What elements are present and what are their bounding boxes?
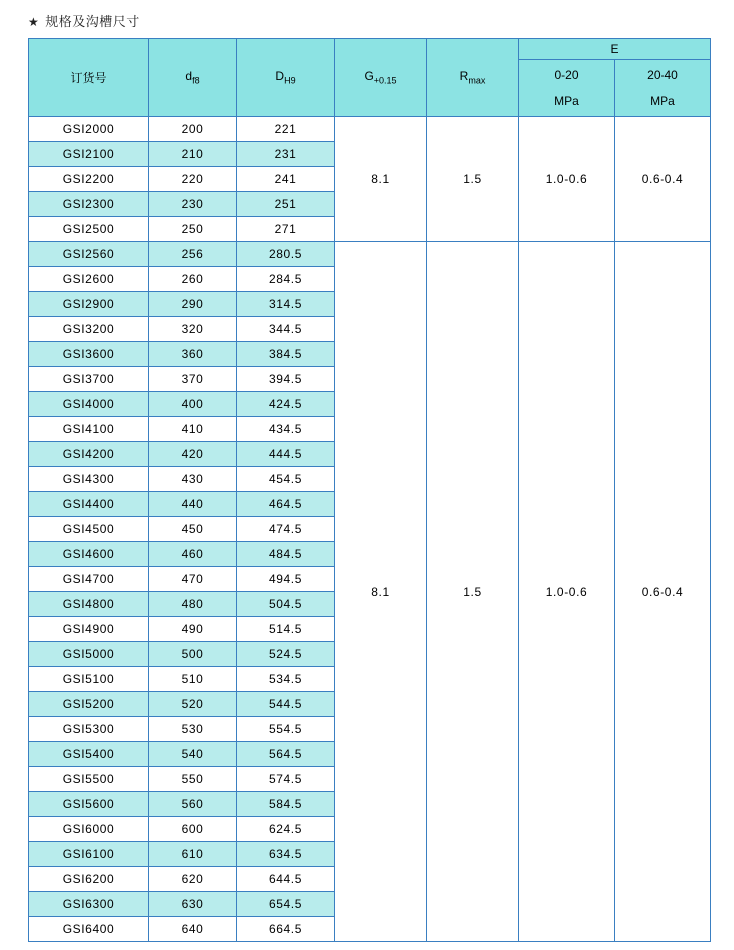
cell-D: 524.5 bbox=[237, 642, 335, 667]
cell-order-no: GSI2200 bbox=[29, 167, 149, 192]
cell-D: 394.5 bbox=[237, 367, 335, 392]
cell-d: 460 bbox=[149, 542, 237, 567]
cell-D: 454.5 bbox=[237, 467, 335, 492]
header-G-main: G bbox=[364, 69, 374, 84]
cell-order-no: GSI4400 bbox=[29, 492, 149, 517]
cell-order-no: GSI4200 bbox=[29, 442, 149, 467]
cell-e-range-2: 0.6-0.4 bbox=[615, 117, 711, 242]
cell-order-no: GSI5000 bbox=[29, 642, 149, 667]
cell-D: 280.5 bbox=[237, 242, 335, 267]
cell-order-no: GSI6400 bbox=[29, 917, 149, 942]
cell-D: 534.5 bbox=[237, 667, 335, 692]
header-E-range-1 bbox=[519, 60, 615, 117]
cell-order-no: GSI5600 bbox=[29, 792, 149, 817]
cell-D: 221 bbox=[237, 117, 335, 142]
star-icon: ★ bbox=[28, 15, 40, 29]
cell-order-no: GSI3200 bbox=[29, 317, 149, 342]
cell-order-no: GSI4100 bbox=[29, 417, 149, 442]
cell-rmax: 1.5 bbox=[427, 242, 519, 942]
cell-D: 231 bbox=[237, 142, 335, 167]
cell-d: 400 bbox=[149, 392, 237, 417]
cell-D: 474.5 bbox=[237, 517, 335, 542]
cell-d: 560 bbox=[149, 792, 237, 817]
cell-D: 434.5 bbox=[237, 417, 335, 442]
cell-d: 610 bbox=[149, 842, 237, 867]
cell-d: 200 bbox=[149, 117, 237, 142]
cell-D: 664.5 bbox=[237, 917, 335, 942]
cell-d: 640 bbox=[149, 917, 237, 942]
cell-d: 450 bbox=[149, 517, 237, 542]
cell-d: 480 bbox=[149, 592, 237, 617]
cell-order-no: GSI5400 bbox=[29, 742, 149, 767]
header-G bbox=[335, 39, 427, 117]
cell-d: 420 bbox=[149, 442, 237, 467]
header-D-sub: H9 bbox=[284, 75, 296, 86]
cell-order-no: GSI4600 bbox=[29, 542, 149, 567]
cell-D: 444.5 bbox=[237, 442, 335, 467]
cell-D: 314.5 bbox=[237, 292, 335, 317]
header-E-range-2-value: 20-40 bbox=[647, 68, 678, 82]
table-body bbox=[29, 117, 711, 942]
cell-order-no: GSI6300 bbox=[29, 892, 149, 917]
cell-order-no: GSI2000 bbox=[29, 117, 149, 142]
cell-D: 514.5 bbox=[237, 617, 335, 642]
cell-D: 584.5 bbox=[237, 792, 335, 817]
cell-D: 344.5 bbox=[237, 317, 335, 342]
cell-order-no: GSI5100 bbox=[29, 667, 149, 692]
cell-d: 230 bbox=[149, 192, 237, 217]
header-E: E bbox=[519, 39, 711, 60]
cell-order-no: GSI6100 bbox=[29, 842, 149, 867]
cell-order-no: GSI2300 bbox=[29, 192, 149, 217]
header-row-1 bbox=[29, 39, 711, 60]
cell-D: 241 bbox=[237, 167, 335, 192]
cell-D: 271 bbox=[237, 217, 335, 242]
cell-e-range-2: 0.6-0.4 bbox=[615, 242, 711, 942]
cell-D: 464.5 bbox=[237, 492, 335, 517]
cell-order-no: GSI6200 bbox=[29, 867, 149, 892]
cell-order-no: GSI4700 bbox=[29, 567, 149, 592]
cell-order-no: GSI5300 bbox=[29, 717, 149, 742]
cell-D: 494.5 bbox=[237, 567, 335, 592]
cell-order-no: GSI3600 bbox=[29, 342, 149, 367]
cell-D: 384.5 bbox=[237, 342, 335, 367]
cell-order-no: GSI2560 bbox=[29, 242, 149, 267]
header-E-range-1-value: 0-20 bbox=[554, 68, 579, 82]
cell-d: 600 bbox=[149, 817, 237, 842]
cell-order-no: GSI3700 bbox=[29, 367, 149, 392]
cell-order-no: GSI4500 bbox=[29, 517, 149, 542]
header-E-range-2-unit: MPa bbox=[650, 94, 675, 108]
header-E-range-1-unit: MPa bbox=[554, 94, 579, 108]
cell-order-no: GSI4900 bbox=[29, 617, 149, 642]
cell-D: 504.5 bbox=[237, 592, 335, 617]
cell-d: 290 bbox=[149, 292, 237, 317]
header-d-sub: f8 bbox=[192, 75, 200, 86]
cell-d: 490 bbox=[149, 617, 237, 642]
cell-order-no: GSI2600 bbox=[29, 267, 149, 292]
header-d bbox=[149, 39, 237, 117]
cell-d: 320 bbox=[149, 317, 237, 342]
cell-d: 550 bbox=[149, 767, 237, 792]
cell-d: 510 bbox=[149, 667, 237, 692]
cell-order-no: GSI4000 bbox=[29, 392, 149, 417]
cell-D: 544.5 bbox=[237, 692, 335, 717]
cell-order-no: GSI6000 bbox=[29, 817, 149, 842]
cell-D: 644.5 bbox=[237, 867, 335, 892]
header-rmax bbox=[427, 39, 519, 117]
cell-G: 8.1 bbox=[335, 242, 427, 942]
header-E-range-2 bbox=[615, 60, 711, 117]
cell-d: 540 bbox=[149, 742, 237, 767]
header-order-no: 订货号 bbox=[29, 39, 149, 117]
table-row bbox=[29, 117, 711, 142]
cell-D: 424.5 bbox=[237, 392, 335, 417]
header-D-main: D bbox=[275, 69, 285, 84]
cell-d: 220 bbox=[149, 167, 237, 192]
cell-order-no: GSI2500 bbox=[29, 217, 149, 242]
cell-d: 500 bbox=[149, 642, 237, 667]
cell-D: 251 bbox=[237, 192, 335, 217]
cell-D: 484.5 bbox=[237, 542, 335, 567]
cell-D: 654.5 bbox=[237, 892, 335, 917]
cell-d: 370 bbox=[149, 367, 237, 392]
header-rmax-sub: max bbox=[468, 75, 486, 86]
cell-d: 250 bbox=[149, 217, 237, 242]
cell-d: 630 bbox=[149, 892, 237, 917]
cell-rmax: 1.5 bbox=[427, 117, 519, 242]
cell-d: 440 bbox=[149, 492, 237, 517]
cell-d: 470 bbox=[149, 567, 237, 592]
cell-d: 620 bbox=[149, 867, 237, 892]
header-rmax-main: R bbox=[459, 69, 469, 84]
cell-order-no: GSI5500 bbox=[29, 767, 149, 792]
cell-D: 284.5 bbox=[237, 267, 335, 292]
cell-d: 410 bbox=[149, 417, 237, 442]
cell-G: 8.1 bbox=[335, 117, 427, 242]
cell-d: 210 bbox=[149, 142, 237, 167]
cell-order-no: GSI4800 bbox=[29, 592, 149, 617]
cell-order-no: GSI2100 bbox=[29, 142, 149, 167]
cell-D: 574.5 bbox=[237, 767, 335, 792]
cell-d: 430 bbox=[149, 467, 237, 492]
cell-e-range-1: 1.0-0.6 bbox=[519, 242, 615, 942]
table-header bbox=[29, 39, 711, 117]
cell-order-no: GSI2900 bbox=[29, 292, 149, 317]
header-G-sub: +0.15 bbox=[373, 75, 397, 86]
cell-D: 634.5 bbox=[237, 842, 335, 867]
spec-table bbox=[28, 38, 711, 942]
header-D bbox=[237, 39, 335, 117]
cell-D: 624.5 bbox=[237, 817, 335, 842]
cell-d: 256 bbox=[149, 242, 237, 267]
header-d-main: d bbox=[185, 69, 193, 84]
cell-order-no: GSI5200 bbox=[29, 692, 149, 717]
cell-d: 520 bbox=[149, 692, 237, 717]
table-row bbox=[29, 242, 711, 267]
page-title-text: 规格及沟槽尺寸 bbox=[45, 14, 140, 29]
cell-d: 260 bbox=[149, 267, 237, 292]
cell-d: 360 bbox=[149, 342, 237, 367]
cell-e-range-1: 1.0-0.6 bbox=[519, 117, 615, 242]
cell-D: 564.5 bbox=[237, 742, 335, 767]
page-title bbox=[0, 0, 734, 38]
cell-d: 530 bbox=[149, 717, 237, 742]
cell-order-no: GSI4300 bbox=[29, 467, 149, 492]
cell-D: 554.5 bbox=[237, 717, 335, 742]
